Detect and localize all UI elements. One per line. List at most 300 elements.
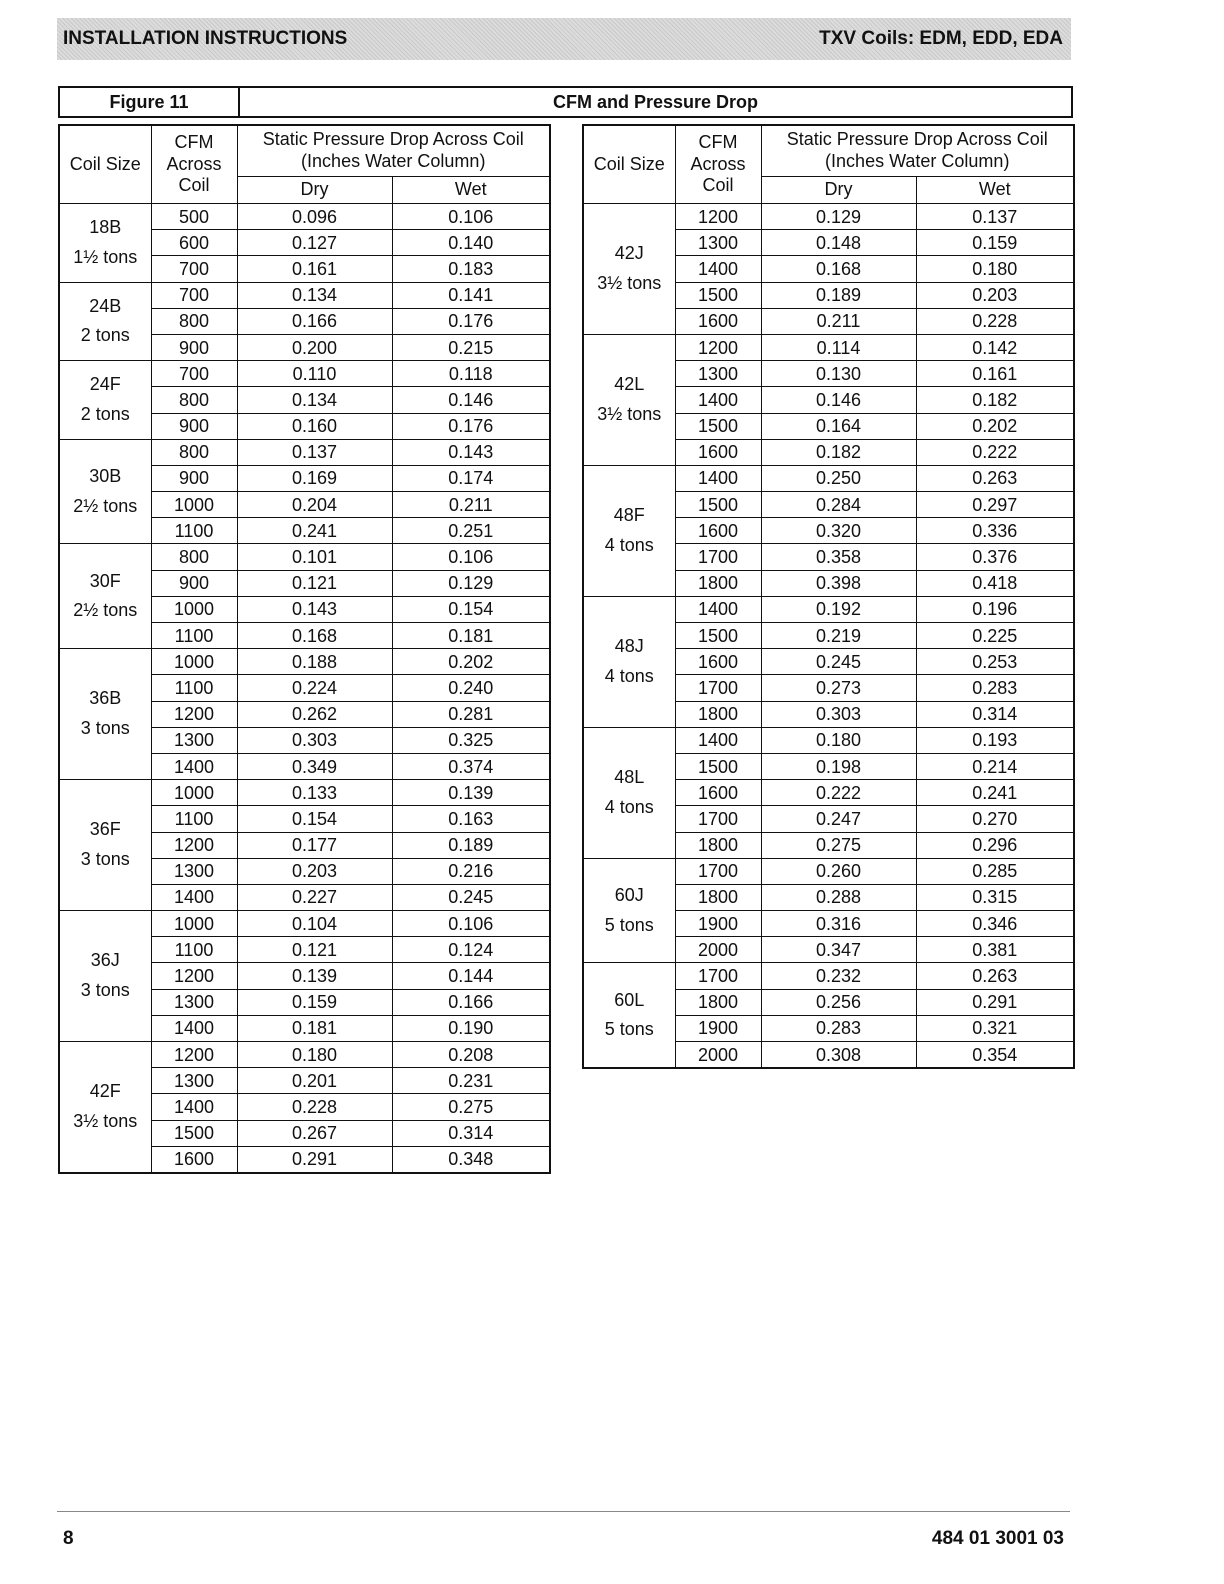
dry-cell: 0.139: [237, 963, 392, 989]
cfm-cell: 1500: [675, 492, 761, 518]
dry-cell: 0.200: [237, 334, 392, 360]
cfm-cell: 800: [151, 387, 237, 413]
dry-cell: 0.273: [761, 675, 916, 701]
cfm-cell: 1200: [151, 963, 237, 989]
wet-cell: 0.225: [916, 623, 1074, 649]
dry-cell: 0.316: [761, 911, 916, 937]
static-pressure-unit: (Inches Water Column): [301, 151, 486, 171]
page-number: 8: [63, 1528, 74, 1549]
dry-cell: 0.283: [761, 1015, 916, 1041]
dry-cell: 0.143: [237, 596, 392, 622]
coil-code: 60J: [614, 884, 644, 905]
wet-cell: 0.291: [916, 989, 1074, 1015]
coil-code: 60L: [614, 989, 645, 1010]
dry-cell: 0.219: [761, 623, 916, 649]
table-row: [583, 596, 1074, 622]
table-row: [59, 282, 550, 308]
wet-cell: 0.106: [392, 544, 550, 570]
dry-cell: 0.192: [761, 596, 916, 622]
dry-cell: 0.198: [761, 753, 916, 779]
cfm-cell: 1400: [151, 753, 237, 779]
cfm-cell: 1300: [675, 230, 761, 256]
cfm-cell: 1800: [675, 570, 761, 596]
table-row: [59, 204, 550, 230]
coil-size-cell: [583, 727, 675, 858]
left-table-body: [59, 204, 550, 1173]
cfm-cell: 800: [151, 439, 237, 465]
dry-cell: 0.134: [237, 282, 392, 308]
cfm-cell: 2000: [675, 1042, 761, 1069]
wet-cell: 0.180: [916, 256, 1074, 282]
coil-size-cell: [59, 204, 151, 283]
cfm-cell: 1400: [675, 387, 761, 413]
coil-code: 24F: [89, 374, 121, 395]
cfm-cell: 1600: [675, 649, 761, 675]
wet-cell: 0.208: [392, 1042, 550, 1068]
wet-cell: 0.296: [916, 832, 1074, 858]
dry-cell: 0.129: [761, 204, 916, 230]
cfm-cell: 1200: [675, 334, 761, 360]
table-row: [583, 858, 1074, 884]
dry-cell: 0.262: [237, 701, 392, 727]
cfm-cell: 1100: [151, 623, 237, 649]
wet-header: Wet: [392, 177, 550, 204]
wet-cell: 0.190: [392, 1015, 550, 1041]
wet-cell: 0.163: [392, 806, 550, 832]
cfm-cell: 1600: [151, 1146, 237, 1173]
wet-cell: 0.281: [392, 701, 550, 727]
wet-cell: 0.193: [916, 727, 1074, 753]
cfm-cell: 700: [151, 256, 237, 282]
figure-label: Figure 11: [60, 88, 240, 116]
dry-cell: 0.146: [761, 387, 916, 413]
right-pressure-table: [582, 124, 1075, 1069]
header-title: INSTALLATION INSTRUCTIONS: [63, 28, 348, 49]
coil-size-cell: [59, 780, 151, 911]
wet-cell: 0.106: [392, 911, 550, 937]
dry-cell: 0.232: [761, 963, 916, 989]
dry-cell: 0.284: [761, 492, 916, 518]
coil-size-cell: [59, 361, 151, 440]
dry-cell: 0.247: [761, 806, 916, 832]
wet-cell: 0.106: [392, 204, 550, 230]
wet-cell: 0.216: [392, 858, 550, 884]
coil-tons: 3 tons: [80, 980, 130, 1001]
cfm-cell: 1400: [675, 256, 761, 282]
cfm-cell: 500: [151, 204, 237, 230]
static-pressure-header: [237, 125, 550, 177]
coil-size-cell: [59, 439, 151, 544]
coil-tons: 3½ tons: [597, 403, 662, 424]
cfm-cell: 1400: [151, 1015, 237, 1041]
coil-size-cell: [59, 1042, 151, 1173]
cfm-cell: 1600: [675, 518, 761, 544]
cfm-cell: 1200: [151, 832, 237, 858]
dry-cell: 0.134: [237, 387, 392, 413]
dry-cell: 0.303: [761, 701, 916, 727]
wet-cell: 0.142: [916, 334, 1074, 360]
wet-cell: 0.176: [392, 413, 550, 439]
dry-cell: 0.303: [237, 727, 392, 753]
dry-cell: 0.180: [761, 727, 916, 753]
cfm-cell: 1300: [151, 1068, 237, 1094]
cfm-cell: 1200: [151, 1042, 237, 1068]
cfm-cell: 1100: [151, 937, 237, 963]
dry-cell: 0.101: [237, 544, 392, 570]
coil-tons: 3½ tons: [597, 272, 662, 293]
coil-code: 48F: [613, 505, 645, 526]
wet-cell: 0.325: [392, 727, 550, 753]
cfm-cell: 1500: [675, 413, 761, 439]
table-row: [583, 465, 1074, 491]
wet-cell: 0.118: [392, 361, 550, 387]
wet-cell: 0.314: [916, 701, 1074, 727]
wet-cell: 0.124: [392, 937, 550, 963]
wet-cell: 0.182: [916, 387, 1074, 413]
coil-size-cell: [59, 282, 151, 361]
left-pressure-table: [58, 124, 551, 1174]
cfm-cell: 1400: [151, 1094, 237, 1120]
wet-cell: 0.139: [392, 780, 550, 806]
wet-cell: 0.270: [916, 806, 1074, 832]
cfm-cell: 1700: [675, 544, 761, 570]
wet-cell: 0.154: [392, 596, 550, 622]
coil-code: 24B: [89, 295, 122, 316]
wet-cell: 0.129: [392, 570, 550, 596]
wet-cell: 0.214: [916, 753, 1074, 779]
dry-cell: 0.347: [761, 937, 916, 963]
cfm-cell: 800: [151, 308, 237, 334]
table-row: [59, 439, 550, 465]
coil-tons: 2 tons: [80, 325, 130, 346]
cfm-cell: 1800: [675, 832, 761, 858]
dry-cell: 0.121: [237, 937, 392, 963]
cfm-cell: 1700: [675, 858, 761, 884]
dry-cell: 0.177: [237, 832, 392, 858]
dry-cell: 0.267: [237, 1120, 392, 1146]
table-row: [583, 963, 1074, 989]
wet-cell: 0.222: [916, 439, 1074, 465]
right-table-body: [583, 204, 1074, 1069]
coil-size-cell: [583, 465, 675, 596]
coil-code: 42L: [614, 374, 645, 395]
wet-cell: 0.374: [392, 753, 550, 779]
static-pressure-title: Static Pressure Drop Across Coil: [786, 129, 1048, 150]
cfm-cell: 1000: [151, 649, 237, 675]
wet-cell: 0.215: [392, 334, 550, 360]
dry-cell: 0.320: [761, 518, 916, 544]
wet-cell: 0.241: [916, 780, 1074, 806]
cfm-cell: 1300: [151, 989, 237, 1015]
cfm-cell: 1800: [675, 989, 761, 1015]
dry-cell: 0.211: [761, 308, 916, 334]
cfm-cell: 1400: [675, 727, 761, 753]
coil-size-cell: [583, 963, 675, 1068]
dry-header: Dry: [237, 177, 392, 204]
cfm-cell: 900: [151, 334, 237, 360]
static-pressure-unit: (Inches Water Column): [825, 151, 1010, 171]
wet-header: Wet: [916, 177, 1074, 204]
coil-tons: 5 tons: [604, 1019, 654, 1040]
coil-tons: 5 tons: [604, 914, 654, 935]
wet-cell: 0.275: [392, 1094, 550, 1120]
wet-cell: 0.203: [916, 282, 1074, 308]
dry-cell: 0.096: [237, 204, 392, 230]
table-row: [59, 1042, 550, 1068]
coil-code: 36F: [89, 819, 121, 840]
cfm-cell: 1600: [675, 308, 761, 334]
coil-size-cell: [583, 596, 675, 727]
coil-tons: 3½ tons: [73, 1110, 138, 1131]
coil-size-cell: [583, 334, 675, 465]
dry-cell: 0.133: [237, 780, 392, 806]
dry-cell: 0.260: [761, 858, 916, 884]
wet-cell: 0.143: [392, 439, 550, 465]
static-pressure-header: [761, 125, 1074, 177]
dry-cell: 0.114: [761, 334, 916, 360]
coil-size-header: Coil Size: [583, 125, 675, 204]
wet-cell: 0.418: [916, 570, 1074, 596]
dry-cell: 0.169: [237, 465, 392, 491]
dry-cell: 0.148: [761, 230, 916, 256]
wet-cell: 0.146: [392, 387, 550, 413]
dry-cell: 0.222: [761, 780, 916, 806]
cfm-cell: 600: [151, 230, 237, 256]
wet-cell: 0.245: [392, 884, 550, 910]
cfm-cell: 1200: [151, 701, 237, 727]
coil-tons: 4 tons: [604, 534, 654, 555]
wet-cell: 0.336: [916, 518, 1074, 544]
cfm-cell: 1100: [151, 518, 237, 544]
coil-code: 48J: [614, 636, 644, 657]
cfm-cell: 900: [151, 465, 237, 491]
cfm-cell: 1400: [151, 884, 237, 910]
wet-cell: 0.263: [916, 963, 1074, 989]
wet-cell: 0.176: [392, 308, 550, 334]
coil-tons: 2½ tons: [73, 495, 138, 516]
dry-cell: 0.204: [237, 492, 392, 518]
dry-cell: 0.154: [237, 806, 392, 832]
cfm-cell: 1600: [675, 780, 761, 806]
cfm-cell: 1000: [151, 911, 237, 937]
cfm-cell: 1900: [675, 1015, 761, 1041]
dry-cell: 0.288: [761, 884, 916, 910]
coil-size-cell: [59, 911, 151, 1042]
wet-cell: 0.137: [916, 204, 1074, 230]
dry-header: Dry: [761, 177, 916, 204]
wet-cell: 0.253: [916, 649, 1074, 675]
wet-cell: 0.285: [916, 858, 1074, 884]
cfm-cell: 1000: [151, 492, 237, 518]
wet-cell: 0.202: [916, 413, 1074, 439]
cfm-cell: 1400: [675, 465, 761, 491]
header-bar: [57, 18, 1071, 60]
cfm-cell: 1300: [675, 361, 761, 387]
wet-cell: 0.141: [392, 282, 550, 308]
dry-cell: 0.227: [237, 884, 392, 910]
coil-code: 30F: [89, 570, 121, 591]
table-row: [59, 649, 550, 675]
cfm-cell: 1100: [151, 675, 237, 701]
dry-cell: 0.349: [237, 753, 392, 779]
wet-cell: 0.161: [916, 361, 1074, 387]
static-pressure-title: Static Pressure Drop Across Coil: [262, 129, 524, 150]
wet-cell: 0.348: [392, 1146, 550, 1173]
coil-code: 42F: [89, 1081, 121, 1102]
coil-code: 36B: [89, 688, 122, 709]
wet-cell: 0.140: [392, 230, 550, 256]
dry-cell: 0.180: [237, 1042, 392, 1068]
dry-cell: 0.201: [237, 1068, 392, 1094]
table-row: [59, 361, 550, 387]
cfm-cell: 700: [151, 282, 237, 308]
dry-cell: 0.291: [237, 1146, 392, 1173]
wet-cell: 0.202: [392, 649, 550, 675]
coil-size-cell: [59, 649, 151, 780]
wet-cell: 0.231: [392, 1068, 550, 1094]
dry-cell: 0.121: [237, 570, 392, 596]
table-row: [59, 911, 550, 937]
table-row: [583, 204, 1074, 230]
document-number: 484 01 3001 03: [931, 1528, 1064, 1549]
wet-cell: 0.211: [392, 492, 550, 518]
coil-size-header: Coil Size: [59, 125, 151, 204]
dry-cell: 0.161: [237, 256, 392, 282]
wet-cell: 0.251: [392, 518, 550, 544]
coil-tons: 4 tons: [604, 665, 654, 686]
cfm-cell: 1000: [151, 780, 237, 806]
wet-cell: 0.354: [916, 1042, 1074, 1069]
dry-cell: 0.398: [761, 570, 916, 596]
cfm-cell: 1700: [675, 675, 761, 701]
cfm-cell: 700: [151, 361, 237, 387]
wet-cell: 0.314: [392, 1120, 550, 1146]
cfm-cell: 1800: [675, 884, 761, 910]
wet-cell: 0.346: [916, 911, 1074, 937]
dry-cell: 0.245: [761, 649, 916, 675]
cfm-cell: 1900: [675, 911, 761, 937]
dry-cell: 0.250: [761, 465, 916, 491]
dry-cell: 0.203: [237, 858, 392, 884]
dry-cell: 0.275: [761, 832, 916, 858]
dry-cell: 0.358: [761, 544, 916, 570]
wet-cell: 0.174: [392, 465, 550, 491]
dry-cell: 0.164: [761, 413, 916, 439]
cfm-header: CFM Across Coil: [151, 125, 237, 204]
dry-cell: 0.130: [761, 361, 916, 387]
figure-title-bar: [58, 86, 1073, 118]
cfm-cell: 1600: [675, 439, 761, 465]
wet-cell: 0.321: [916, 1015, 1074, 1041]
wet-cell: 0.166: [392, 989, 550, 1015]
coil-size-cell: [59, 544, 151, 649]
dry-cell: 0.137: [237, 439, 392, 465]
dry-cell: 0.188: [237, 649, 392, 675]
table-row: [59, 780, 550, 806]
dry-cell: 0.189: [761, 282, 916, 308]
dry-cell: 0.160: [237, 413, 392, 439]
coil-code: 42J: [614, 243, 644, 264]
wet-cell: 0.196: [916, 596, 1074, 622]
dry-cell: 0.228: [237, 1094, 392, 1120]
cfm-cell: 1300: [151, 858, 237, 884]
wet-cell: 0.263: [916, 465, 1074, 491]
dry-cell: 0.256: [761, 989, 916, 1015]
cfm-cell: 1400: [675, 596, 761, 622]
cfm-header: CFM Across Coil: [675, 125, 761, 204]
coil-size-cell: [583, 858, 675, 963]
dry-cell: 0.166: [237, 308, 392, 334]
header-product: TXV Coils: EDM, EDD, EDA: [819, 28, 1063, 49]
cfm-cell: 2000: [675, 937, 761, 963]
cfm-cell: 1500: [675, 282, 761, 308]
cfm-cell: 1700: [675, 963, 761, 989]
cfm-cell: 1500: [151, 1120, 237, 1146]
coil-tons: 3 tons: [80, 849, 130, 870]
table-row: [583, 727, 1074, 753]
coil-code: 30B: [89, 465, 122, 486]
wet-cell: 0.183: [392, 256, 550, 282]
dry-cell: 0.104: [237, 911, 392, 937]
dry-cell: 0.168: [237, 623, 392, 649]
wet-cell: 0.283: [916, 675, 1074, 701]
figure-caption: CFM and Pressure Drop: [552, 91, 759, 112]
wet-cell: 0.315: [916, 884, 1074, 910]
dry-cell: 0.308: [761, 1042, 916, 1069]
dry-cell: 0.224: [237, 675, 392, 701]
cfm-cell: 900: [151, 570, 237, 596]
wet-cell: 0.297: [916, 492, 1074, 518]
coil-size-cell: [583, 204, 675, 335]
dry-cell: 0.181: [237, 1015, 392, 1041]
coil-code: 18B: [89, 217, 122, 238]
coil-tons: 3 tons: [80, 718, 130, 739]
cfm-cell: 1000: [151, 596, 237, 622]
dry-cell: 0.182: [761, 439, 916, 465]
wet-cell: 0.381: [916, 937, 1074, 963]
wet-cell: 0.181: [392, 623, 550, 649]
cfm-cell: 1700: [675, 806, 761, 832]
cfm-cell: 1500: [675, 753, 761, 779]
cfm-cell: 1300: [151, 727, 237, 753]
coil-code: 48L: [614, 767, 645, 788]
coil-tons: 2 tons: [80, 403, 130, 424]
coil-tons: 2½ tons: [73, 600, 138, 621]
dry-cell: 0.110: [237, 361, 392, 387]
cfm-cell: 900: [151, 413, 237, 439]
cfm-cell: 800: [151, 544, 237, 570]
dry-cell: 0.168: [761, 256, 916, 282]
table-row: [583, 334, 1074, 360]
cfm-cell: 1800: [675, 701, 761, 727]
wet-cell: 0.144: [392, 963, 550, 989]
cfm-cell: 1200: [675, 204, 761, 230]
table-row: [59, 544, 550, 570]
wet-cell: 0.240: [392, 675, 550, 701]
coil-code: 36J: [90, 950, 120, 971]
cfm-cell: 1100: [151, 806, 237, 832]
coil-tons: 4 tons: [604, 796, 654, 817]
wet-cell: 0.228: [916, 308, 1074, 334]
footer-divider: [57, 1511, 1070, 1512]
dry-cell: 0.127: [237, 230, 392, 256]
dry-cell: 0.159: [237, 989, 392, 1015]
dry-cell: 0.241: [237, 518, 392, 544]
wet-cell: 0.376: [916, 544, 1074, 570]
wet-cell: 0.159: [916, 230, 1074, 256]
wet-cell: 0.189: [392, 832, 550, 858]
cfm-cell: 1500: [675, 623, 761, 649]
